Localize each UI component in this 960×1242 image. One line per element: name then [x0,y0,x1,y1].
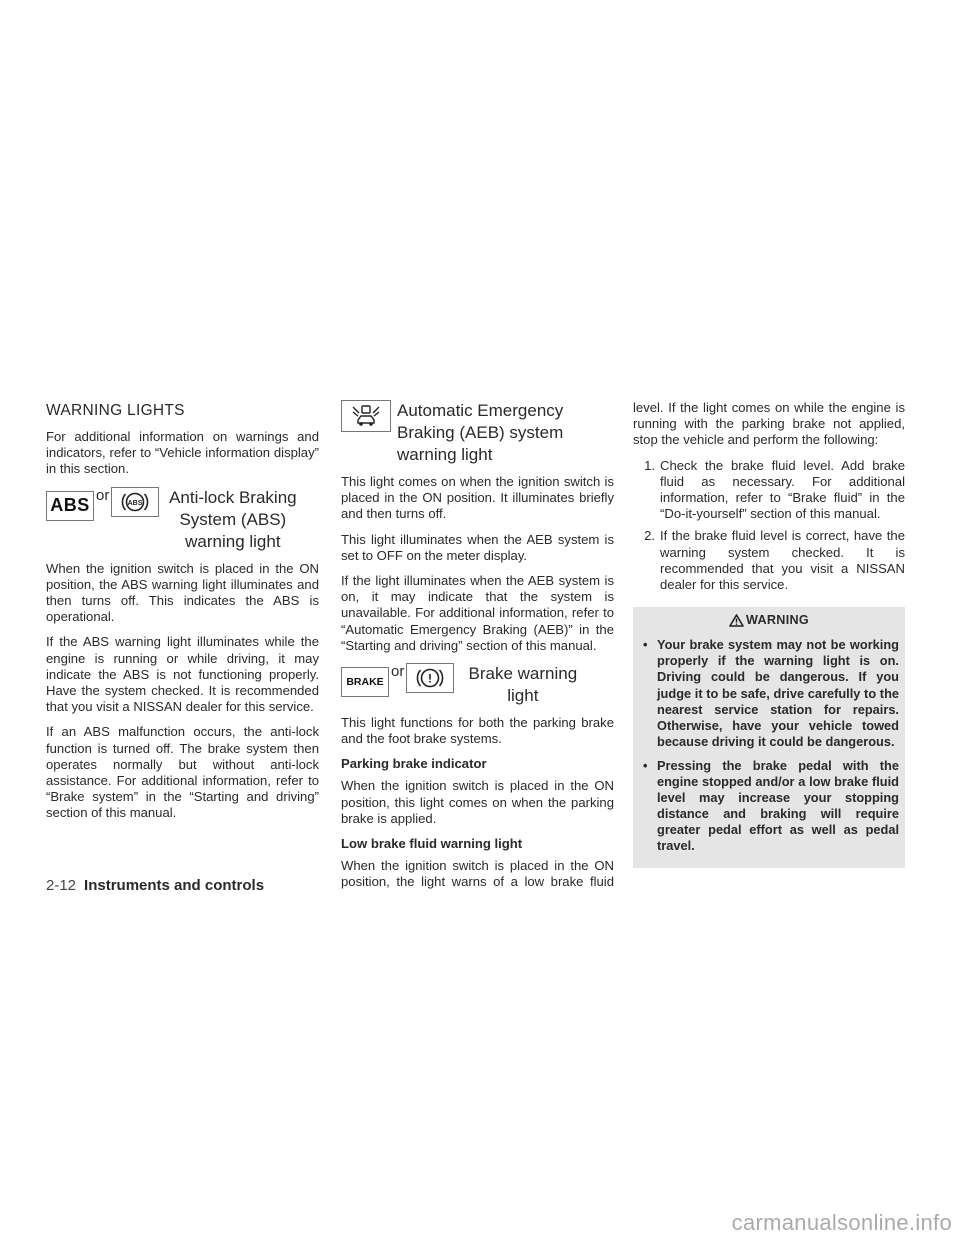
aeb-paragraph-3: If the light illuminates when the AEB system is on, it may indicate that the system is unavailable. For additional information, refer to “Automatic Emergency Braking (AEB)” in the “Starting and driving” section of this manual. [341,573,614,653]
column-middle [341,400,614,899]
list-item: 1. Check the brake fluid level. Add brake fluid as necessary. For additional information, refer to “Brake fluid” in the “Do-it-yourself” section of this manual. [644,457,905,522]
parking-brake-heading: Parking brake indicator [341,756,487,772]
list-item: 2. If the brake fluid level is correct, have the warning system checked. It is recommended that you visit a NISSAN dealer for this service. [644,528,905,593]
page-number: 2-12 [46,877,77,894]
list-item: • Your brake system may not be working properly if the warning light is on. Driving could be dangerous. If you judge it to be safe, drive carefully to the nearest service station for repairs. Otherwise, have your vehicle towed because driving it could be dangerous. [643,637,899,749]
abs-heading [46,487,319,553]
watermark: carmanualsonline.info [731,1210,952,1235]
aeb-icon [341,400,391,432]
page-footer [46,877,264,894]
svg-text:ABS: ABS [127,499,143,507]
brake-intro: This light functions for both the parking brake and the foot brake systems. [341,715,614,747]
steps-list [633,458,905,594]
abs-circle-icon [111,487,159,517]
brake-title: Brake warning light [468,664,578,706]
abs-paragraph-1: When the ignition switch is placed in the ON position, the ABS warning light illuminates and then turns off. This indicates the ABS is operational. [46,560,319,625]
warning-box [633,607,905,868]
abs-text-icon: ABS [46,491,94,521]
brake-heading [341,663,614,707]
abs-paragraph-2: If the ABS warning light illuminates while the engine is running or while driving, it may indicate the ABS is not functioning properly. Have the system checked. It is recommended that you visit a NISSAN dealer for this service. [46,634,319,715]
brake-text-icon: BRAKE [341,667,389,697]
abs-paragraph-3: If an ABS malfunction occurs, the anti-lock function is turned off. The brake system then operates normally but without anti-lock assistance. For additional information, refer to “Brake system” in the “Starting and driving” section of this manual. [46,724,319,821]
footer-section-name: Instruments and controls [84,877,265,894]
low-fluid-continued: level. If the light comes on while the engine is running with the parking brake not applied, stop the vehicle and perform the following: [633,400,905,448]
brake-circle-icon [406,663,454,693]
aeb-title: Automatic Emergency Braking (AEB) system warning light [397,401,564,464]
aeb-paragraph-2: This light illuminates when the AEB system is set to OFF on the meter display. [341,531,614,563]
warning-triangle-icon [729,614,744,627]
aeb-paragraph-1: This light comes on when the ignition switch is placed in the ON position. It illuminates briefly and then turns off. [341,474,614,522]
warning-header [639,613,899,627]
section-title: WARNING LIGHTS [46,402,185,419]
or-label: or [391,663,405,681]
warning-list [639,637,899,854]
low-fluid-heading: Low brake fluid warning light [341,836,523,852]
or-label: or [96,486,110,504]
low-fluid-text: When the ignition switch is placed in the ON position, the light warns of a low brake fluid [341,858,614,890]
warning-label: WARNING [746,613,809,628]
parking-brake-text: When the ignition switch is placed in the ON position, this light comes on when the parking brake is applied. [341,778,614,826]
svg-text:!: ! [428,671,433,686]
column-left [46,400,319,831]
intro-paragraph: For additional information on warnings and indicators, refer to “Vehicle information display” in this section. [46,429,319,477]
column-right [633,400,905,868]
aeb-heading [341,400,614,466]
list-item: • Pressing the brake pedal with the engine stopped and/or a low brake fluid level may increase your stopping distance and braking will require greater pedal effort as well as pedal travel. [643,757,899,854]
abs-title: Anti-lock Braking System (ABS) warning light [169,487,297,551]
